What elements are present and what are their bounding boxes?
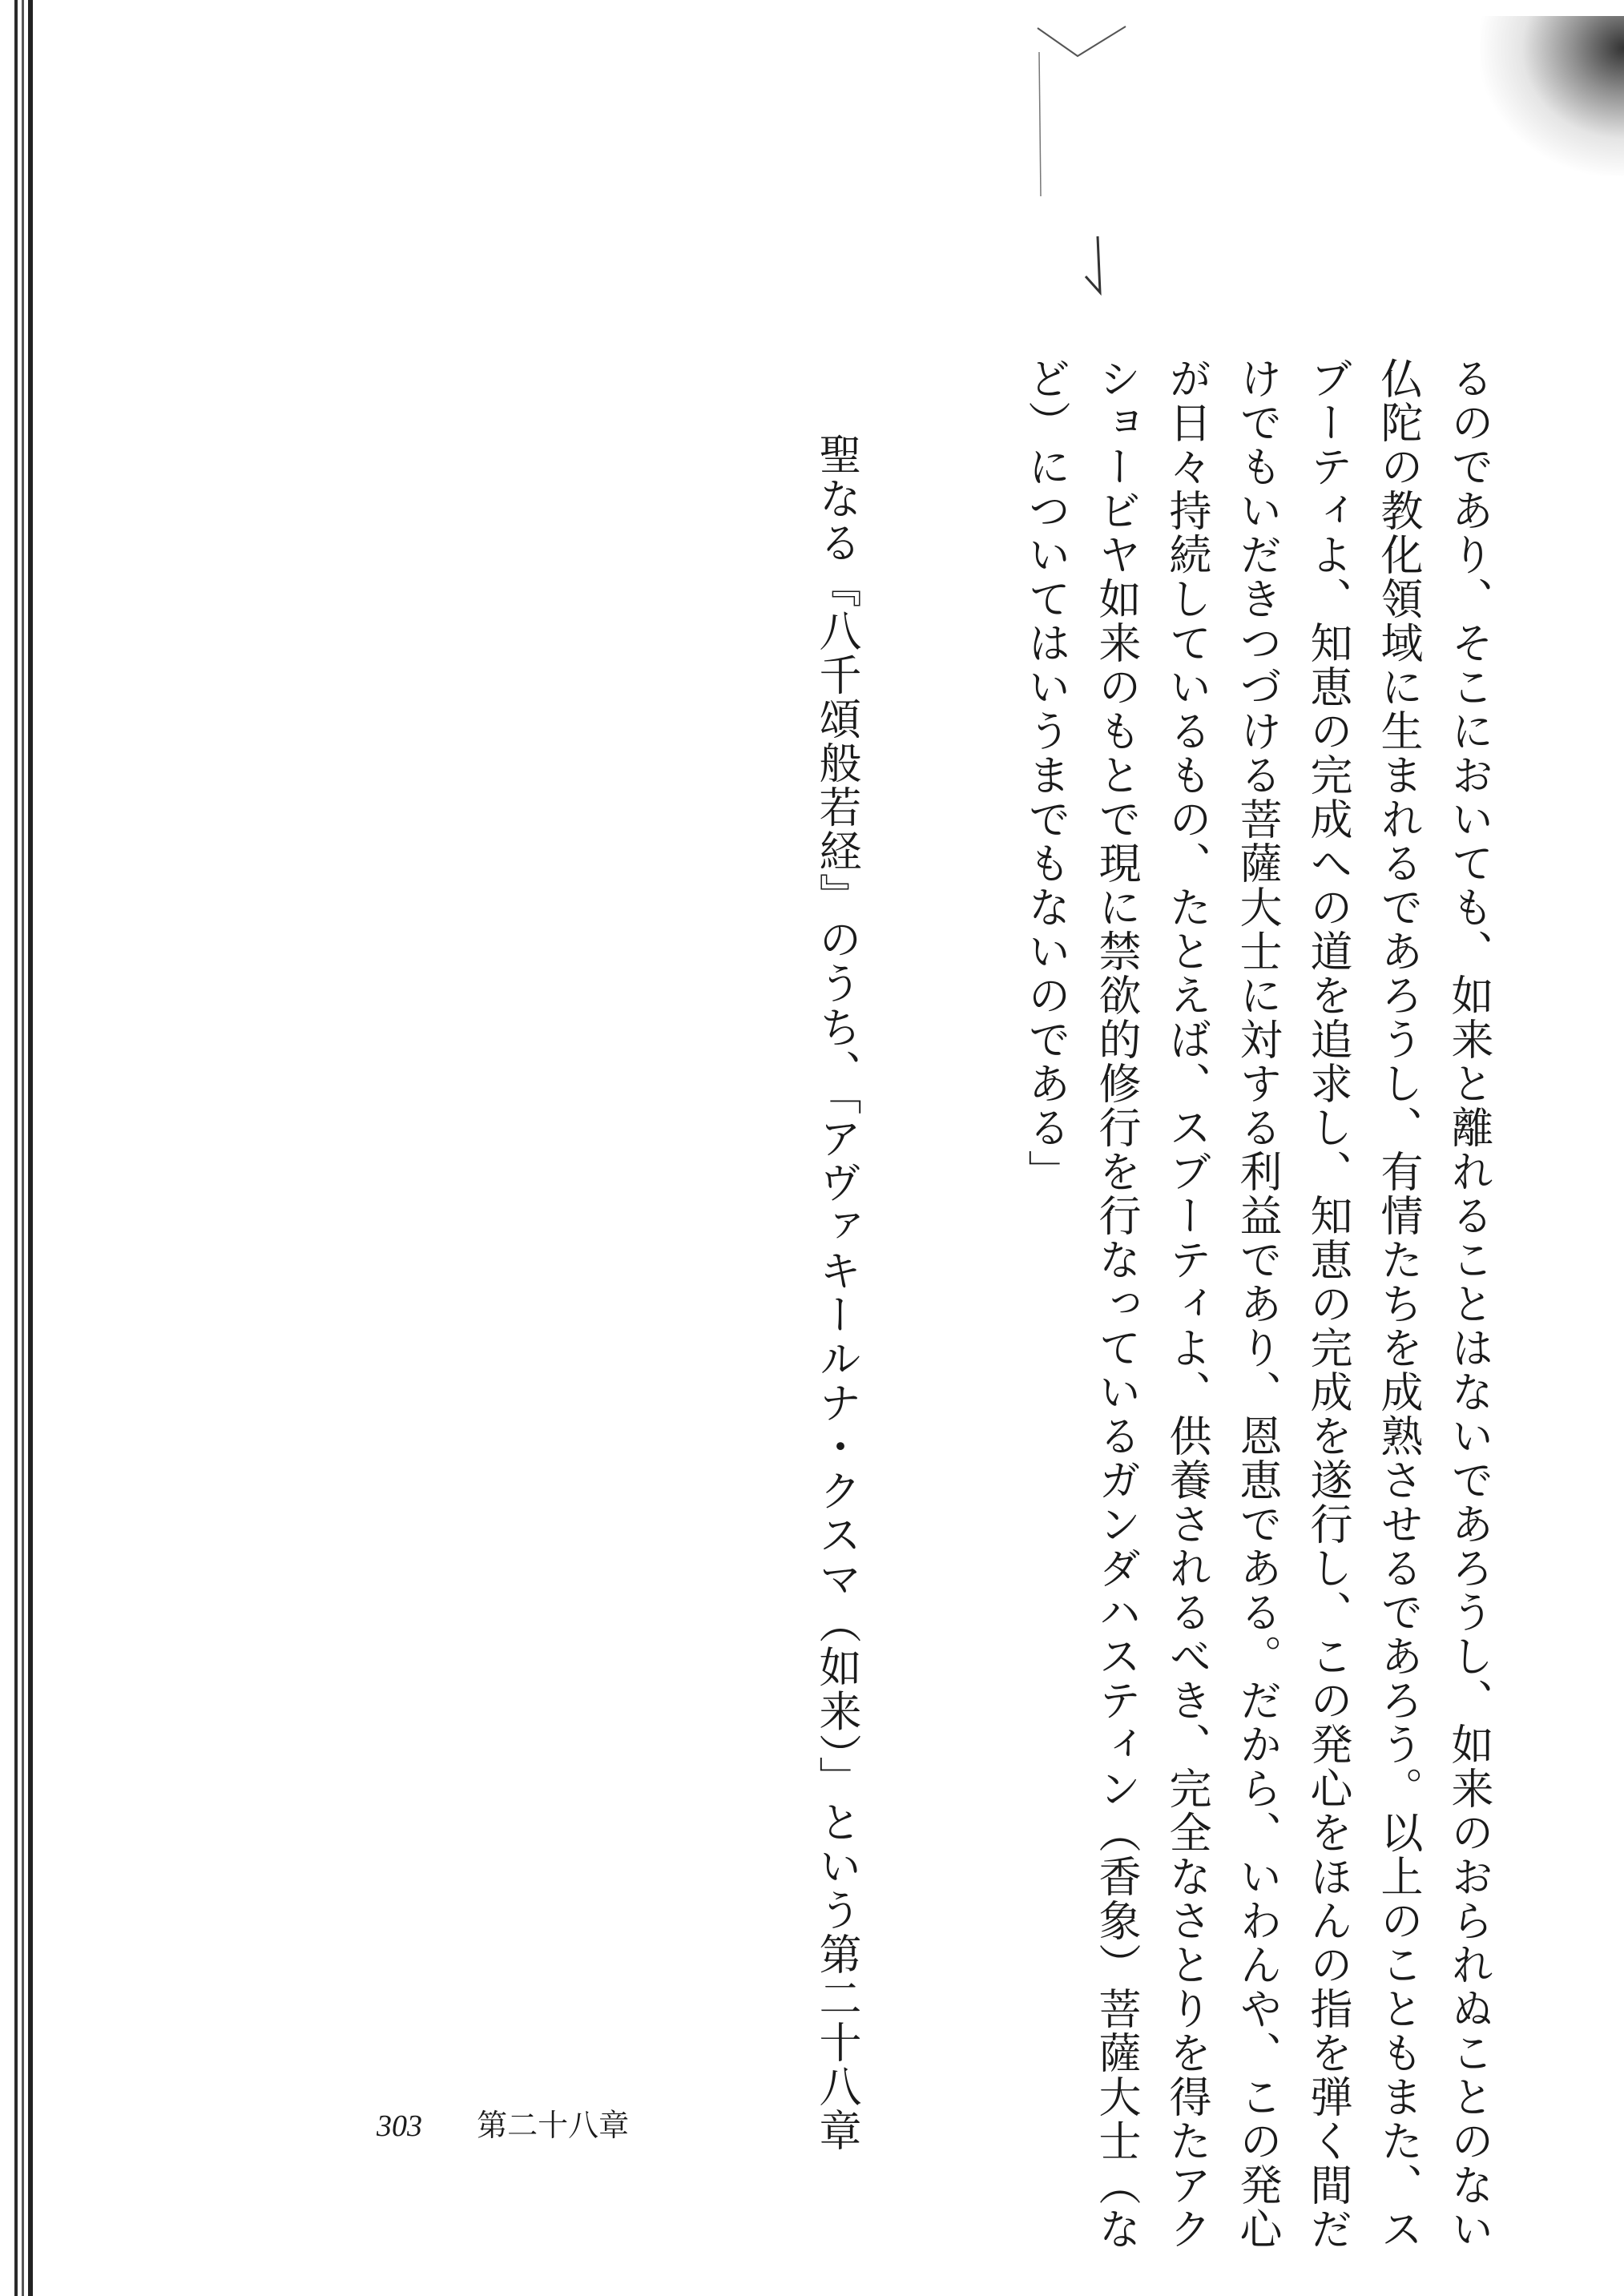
- body-line: 仏陀の教化領域に生まれるであろうし、有情たちを成熟させるであろう。以上のこともまた、ス: [1374, 356, 1423, 2251]
- body-line: るのであり、そこにおいても、如来と離れることはないであろうし、如来のおられぬことのない: [1445, 356, 1493, 2251]
- scan-corner-shadow: [1480, 16, 1624, 176]
- body-text: [1010, 356, 1504, 2251]
- chapter-closing-line: 聖なる『八千頌般若経』のうち、「アヴァキールナ・クスマ（如来）」という第二十八章: [812, 433, 861, 2153]
- book-binding-edge: [14, 0, 37, 2296]
- body-line: ど）についてはいうまでもないのである」: [1022, 356, 1070, 1194]
- body-line: が日々持続しているもの、たとえば、スブーティよ、供養されるべき、完全なさとりを得たアク: [1163, 356, 1211, 2251]
- body-line: ショービヤ如来のもとで現に禁欲的修行を行なっているガンダハスティン（香象）菩薩大士（な: [1092, 356, 1141, 2251]
- pen-mark-annotation: [1030, 20, 1158, 308]
- page-number: 303: [377, 2109, 422, 2143]
- body-line: ブーティよ、知恵の完成への道を追求し、知恵の完成を遂行し、この発心をほんの指を弾く間だ: [1304, 356, 1352, 2251]
- page-footer: [377, 2101, 629, 2145]
- running-chapter-title: 第二十八章: [477, 2108, 630, 2143]
- body-line: けでもいだきつづける菩薩大士に対する利益であり、恩恵である。だから、いわんや、この発心: [1233, 356, 1282, 2251]
